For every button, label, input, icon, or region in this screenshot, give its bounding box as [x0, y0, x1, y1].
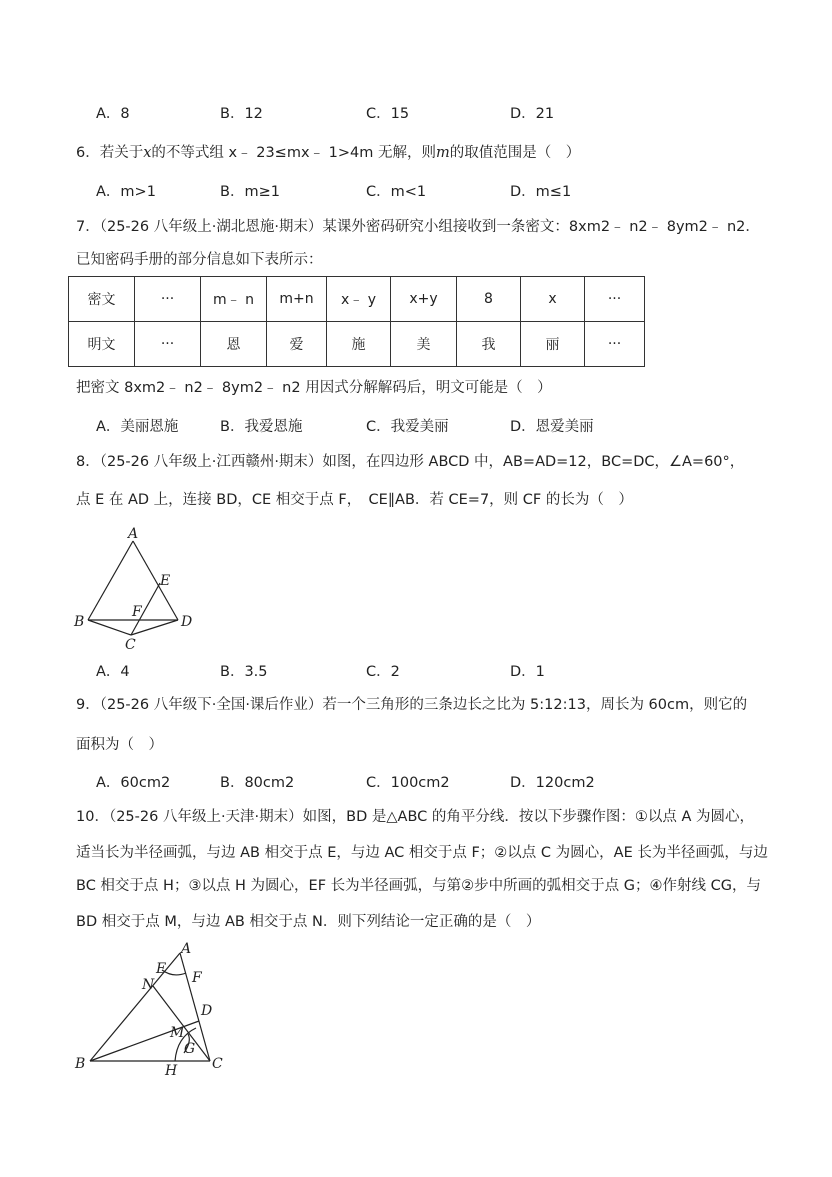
- option-d: D．恩爱美丽: [510, 419, 594, 435]
- table-cell: x﹣ y: [327, 277, 391, 322]
- option-a: A．8: [96, 106, 130, 122]
- option-c: C．100cm2: [366, 775, 450, 791]
- table-cell: 恩: [201, 322, 267, 367]
- option-a: A．4: [96, 664, 130, 680]
- option-a: A．60cm2: [96, 775, 171, 791]
- q6-text-3: 的取值范围是（ ）: [449, 145, 581, 161]
- label-d: D: [181, 614, 193, 630]
- quadrilateral-figure: [60, 522, 220, 652]
- label-c: C: [212, 1056, 223, 1072]
- option-d: D．1: [510, 664, 545, 680]
- option-a: A．m>1: [96, 184, 156, 200]
- label-f: F: [192, 970, 202, 986]
- table-cell: ···: [585, 277, 645, 322]
- q6-var-m: m: [435, 145, 450, 161]
- table-cell: m﹣ n: [201, 277, 267, 322]
- q7-stem-line-3: 把密文 8xm2﹣ n2﹣ 8ym2﹣ n2 用因式分解解码后，明文可能是（ ）: [76, 380, 552, 396]
- q5-options: [96, 104, 776, 124]
- table-cell: 施: [327, 322, 391, 367]
- option-c: C．15: [366, 106, 410, 122]
- q6-var-x: x: [143, 145, 152, 161]
- q6-text-2: 的不等式组 x﹣ 23≤mx﹣ 1>4m 无解，则: [151, 145, 436, 161]
- option-b: B．3.5: [220, 664, 268, 680]
- table-cell: 密文: [69, 277, 135, 322]
- label-b: B: [75, 1056, 86, 1072]
- label-d: D: [201, 1003, 213, 1019]
- label-m: M: [170, 1025, 185, 1041]
- ray-cg: [153, 986, 213, 1061]
- label-n: N: [142, 977, 155, 993]
- label-e: E: [156, 961, 167, 977]
- table-cell: 丽: [521, 322, 585, 367]
- table-cell: x+y: [391, 277, 457, 322]
- option-b: B．80cm2: [220, 775, 295, 791]
- label-g: G: [184, 1041, 196, 1057]
- angle-bisector-figure: [60, 940, 240, 1082]
- q9-options: [96, 773, 776, 793]
- table-cell: 我: [457, 322, 521, 367]
- segment-ab: [88, 541, 133, 620]
- q10-stem-line-4: BD 相交于点 M，与边 AB 相交于点 N．则下列结论一定正确的是（ ）: [76, 914, 541, 930]
- label-a: A: [128, 526, 139, 542]
- table-cell: ···: [135, 277, 201, 322]
- label-c: C: [125, 637, 136, 652]
- q8-stem-line-1: 8．（25-26 八年级上·江西赣州·期末）如图，在四边形 ABCD 中，AB=AD=12，BC=DC，∠A=60°，: [76, 454, 745, 470]
- table-cell: x: [521, 277, 585, 322]
- label-a: A: [181, 941, 192, 957]
- q7-options: [96, 417, 776, 437]
- q9-stem-line-2: 面积为（ ）: [76, 737, 163, 753]
- option-b: B．m≥1: [220, 184, 280, 200]
- q6-text-1: 6．若关于: [76, 145, 144, 161]
- q8-stem-line-2: 点 E 在 AD 上，连接 BD，CE 相交于点 F， CE∥AB．若 CE=7，则 CF 的长为（ ）: [76, 492, 633, 508]
- q10-stem-line-1: 10．（25-26 八年级上·天津·期末）如图，BD 是△ABC 的角平分线．按以下步骤作图：①以点 A 为圆心，: [76, 809, 755, 825]
- table-cell: 8: [457, 277, 521, 322]
- q6-stem: [76, 143, 580, 163]
- q10-stem-line-2: 适当长为半径画弧，与边 AB 相交于点 E，与边 AC 相交于点 F；②以点 C 为圆心，AE 长为半径画弧，与边: [76, 845, 768, 861]
- q7-stem-line-1: 7．（25-26 八年级上·湖北恩施·期末）某课外密码研究小组接收到一条密文：8xm2﹣ n2﹣ 8ym2﹣ n2．: [76, 219, 760, 235]
- q7-stem-line-2: 已知密码手册的部分信息如下表所示：: [76, 252, 323, 268]
- label-b: B: [74, 614, 85, 630]
- option-c: C．m<1: [366, 184, 427, 200]
- segment-bc: [88, 620, 131, 635]
- option-d: D．m≤1: [510, 184, 572, 200]
- table-row-ciphertext: [69, 277, 645, 322]
- option-d: D．120cm2: [510, 775, 595, 791]
- q6-options: [96, 182, 776, 202]
- cipher-table: [68, 276, 645, 367]
- label-e: E: [160, 573, 171, 589]
- table-cell: ···: [135, 322, 201, 367]
- option-c: C．2: [366, 664, 400, 680]
- option-b: B．12: [220, 106, 263, 122]
- option-c: C．我爱美丽: [366, 419, 449, 435]
- table-cell: 明文: [69, 322, 135, 367]
- table-cell: m+n: [267, 277, 327, 322]
- q8-options: [96, 662, 776, 682]
- option-b: B．我爱恩施: [220, 419, 303, 435]
- q9-stem-line-1: 9．（25-26 八年级下·全国·课后作业）若一个三角形的三条边长之比为 5:12:13，周长为 60cm，则它的: [76, 697, 748, 713]
- label-h: H: [165, 1063, 178, 1079]
- q10-stem-line-3: BC 相交于点 H；③以点 H 为圆心，EF 长为半径画弧，与第②步中所画的弧相交于点 G；④作射线 CG，与: [76, 878, 761, 894]
- table-row-plaintext: [69, 322, 645, 367]
- table-cell: 爱: [267, 322, 327, 367]
- table-cell: 美: [391, 322, 457, 367]
- label-f: F: [132, 604, 142, 620]
- table-cell: ···: [585, 322, 645, 367]
- option-a: A．美丽恩施: [96, 419, 179, 435]
- option-d: D．21: [510, 106, 555, 122]
